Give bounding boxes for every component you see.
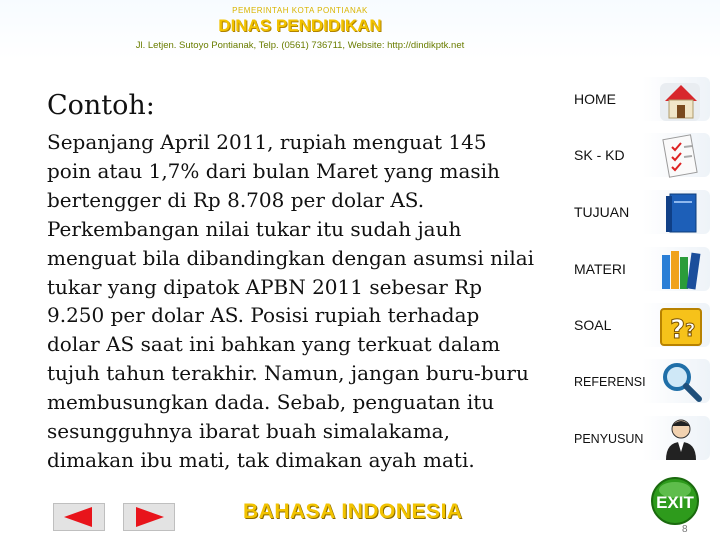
agency-name: DINAS PENDIDIKAN (218, 16, 382, 35)
nav-referensi-button[interactable] (560, 359, 710, 403)
question-box-icon (658, 303, 704, 349)
nav-tujuan-button[interactable] (560, 190, 710, 234)
exit-icon (646, 476, 704, 526)
nav-soal-button[interactable] (560, 303, 710, 347)
page-number: 8 (682, 524, 688, 535)
government-name: PEMERINTAH KOTA PONTIANAK (232, 6, 368, 15)
previous-slide-button[interactable] (53, 503, 105, 531)
exit-label: EXIT (656, 493, 694, 512)
nav-home-button[interactable] (560, 77, 710, 121)
slide-paragraph: Sepanjang April 2011, rupiah menguat 145 poin atau 1,7% dari bulan Maret yang masih bertengger di Rp 8.708 per dolar AS. Perkembangan nilai tukar itu sudah jauh menguat bila dibandingkan dengan asumsi nilai tukar yang dipatok APBN 2011 sebesar Rp 9.250 per dolar AS. Posisi rupiah terhadap dolar AS saat ini bahkan yang terkuat dalam tujuh tahun terakhir. Namun, jangan buru-buru membusungkan dada. Sebab, penguatan itu sesungguhnya ibarat buah simalakama, dimakan ibu mati, tak dimakan ayah mati. (47, 130, 535, 472)
nav-label-skkd: SK - KD (574, 147, 625, 163)
nav-materi-button[interactable] (560, 247, 710, 291)
header-band (0, 0, 720, 60)
nav-penyusun-button[interactable] (560, 416, 710, 460)
exit-button[interactable] (646, 476, 704, 526)
nav-skkd-button[interactable] (560, 133, 710, 177)
checklist-icon (658, 133, 704, 179)
arrow-left-icon (54, 504, 104, 530)
house-icon (658, 77, 704, 123)
nav-label-soal: SOAL (574, 317, 612, 333)
person-icon (658, 416, 704, 462)
next-slide-button[interactable] (123, 503, 175, 531)
book-icon (658, 190, 704, 236)
books-icon (658, 247, 704, 293)
slide-heading: Contoh: (47, 90, 155, 121)
nav-label-penyusun: PENYUSUN (574, 432, 644, 446)
nav-label-referensi: REFERENSI (574, 375, 646, 389)
agency-address: Jl. Letjen. Sutoyo Pontianak, Telp. (0561) 736711, Website: http://dindikptk.net (135, 40, 465, 51)
magnifier-icon (658, 359, 704, 405)
arrow-right-icon (124, 504, 174, 530)
svg-text:?: ? (685, 320, 696, 341)
nav-label-materi: MATERI (574, 261, 626, 277)
nav-label-home: HOME (574, 91, 616, 107)
svg-text:?: ? (670, 315, 686, 345)
nav-label-tujuan: TUJUAN (574, 204, 630, 220)
subject-title: BAHASA INDONESIA (243, 500, 463, 523)
